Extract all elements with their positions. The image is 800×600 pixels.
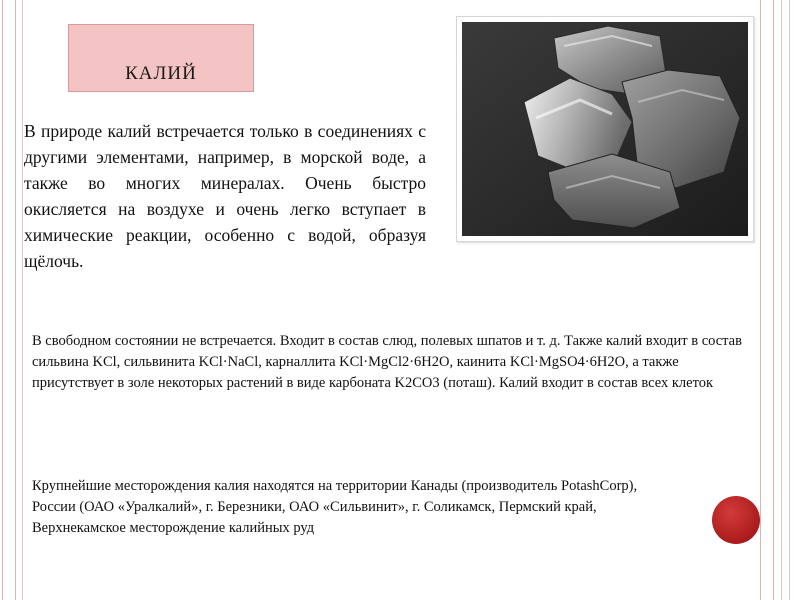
intro-paragraph: В природе калий встречается только в соединениях с другими элементами, например, в морской воде, а также во многих минералах. Очень быстро окисляется на воздухе и очень легко вступает в химические реакции, особенно с водой, образуя щёлочь. bbox=[24, 121, 426, 271]
right-decorative-line-outer bbox=[789, 0, 790, 600]
composition-paragraph: В свободном состоянии не встречается. Входит в состав слюд, полевых шпатов и т. д. Также калий входит в состав сильвина KCl, сильвинита KCl·NaCl, карналлита KCl·MgCl2·6H2O, каинита KCl·MgSO4·6H2O, а также присутствует в золе некоторых растений в виде карбоната K2CO3 (поташ). Калий входит в состав всех клеток bbox=[32, 333, 742, 391]
red-circle-decoration bbox=[712, 496, 760, 544]
slide-title: КАЛИЙ bbox=[125, 63, 197, 84]
right-decorative-border bbox=[760, 0, 774, 600]
title-box bbox=[68, 24, 254, 92]
potassium-photo bbox=[456, 16, 754, 242]
deposits-paragraph: Крупнейшие месторождения калия находятся на территории Канады (производитель PotashCorp), России (ОАО «Уралкалий», г. Березники, ОАО «Сильвинит», г. Соликамск, Пермский край, Верхнекамское месторождение калийных руд bbox=[32, 478, 638, 536]
left-decorative-line bbox=[22, 0, 23, 600]
right-decorative-line bbox=[781, 0, 782, 600]
left-decorative-border bbox=[2, 0, 16, 600]
potassium-metal-image bbox=[462, 22, 748, 236]
